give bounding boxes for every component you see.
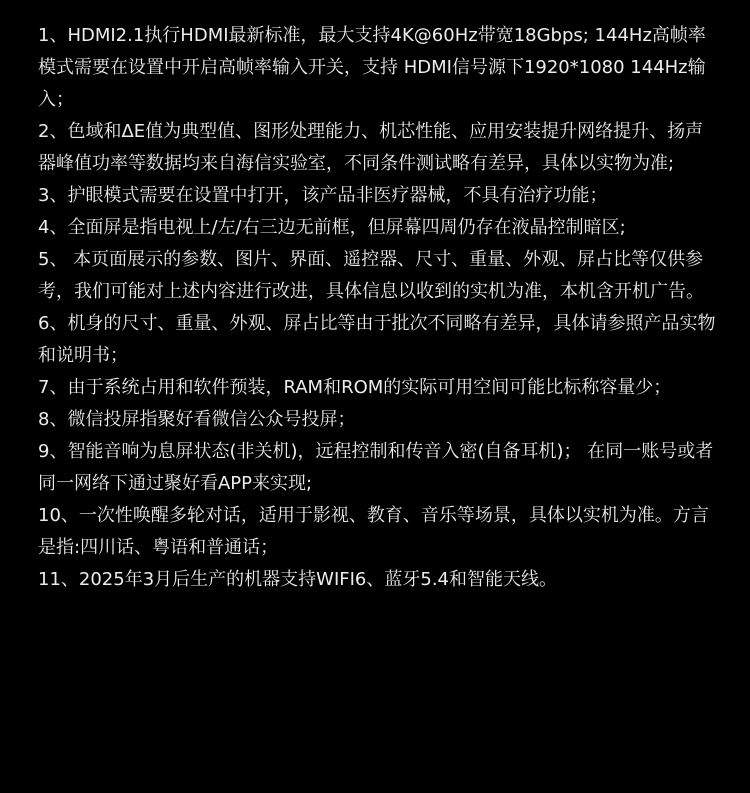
note-item-8: 8、微信投屏指聚好看微信公众号投屏； [38, 409, 356, 430]
note-item-7: 7、由于系统占用和软件预装，RAM和ROM的实际可用空间可能比标称容量少； [38, 377, 672, 398]
note-item-6: 6、机身的尺寸、重量、外观、屏占比等由于批次不同略有差异，具体请参照产品实物和说明书； [38, 313, 716, 366]
disclaimer-notes-list [38, 20, 718, 596]
note-item-3: 3、护眼模式需要在设置中打开，该产品非医疗器械，不具有治疗功能； [38, 185, 608, 206]
note-item-11: 11、2025年3月后生产的机器支持WIFI6、蓝牙5.4和智能天线。 [38, 569, 558, 590]
note-item-4: 4、全面屏是指电视上/左/右三边无前框，但屏幕四周仍存在液晶控制暗区; [38, 217, 626, 238]
note-item-2: 2、色域和ΔE值为典型值、图形处理能力、机芯性能、应用安装提升网络提升、扬声器峰值功率等数据均来自海信实验室，不同条件测试略有差异，具体以实物为准; [38, 121, 704, 174]
note-item-10: 10、一次性唤醒多轮对话，适用于影视、教育、音乐等场景，具体以实机为准。方言是指:四川话、粤语和普通话； [38, 505, 709, 558]
note-item-9: 9、智能音响为息屏状态(非关机)，远程控制和传音入密(自备耳机)； 在同一账号或者同一网络下通过聚好看APP来实现; [38, 441, 714, 494]
note-item-1: 1、HDMI2.1执行HDMI最新标准，最大支持4K@60Hz带宽18Gbps; 144Hz高帧率模式需要在设置中开启高帧率输入开关，支持 HDMI信号源下1920*1080 144Hz输入； [38, 25, 706, 110]
note-item-5: 5、 本页面展示的参数、图片、界面、遥控器、尺寸、重量、外观、屏占比等仅供参考，我们可能对上述内容进行改进，具体信息以收到的实机为准，本机含开机广告。 [38, 249, 704, 302]
